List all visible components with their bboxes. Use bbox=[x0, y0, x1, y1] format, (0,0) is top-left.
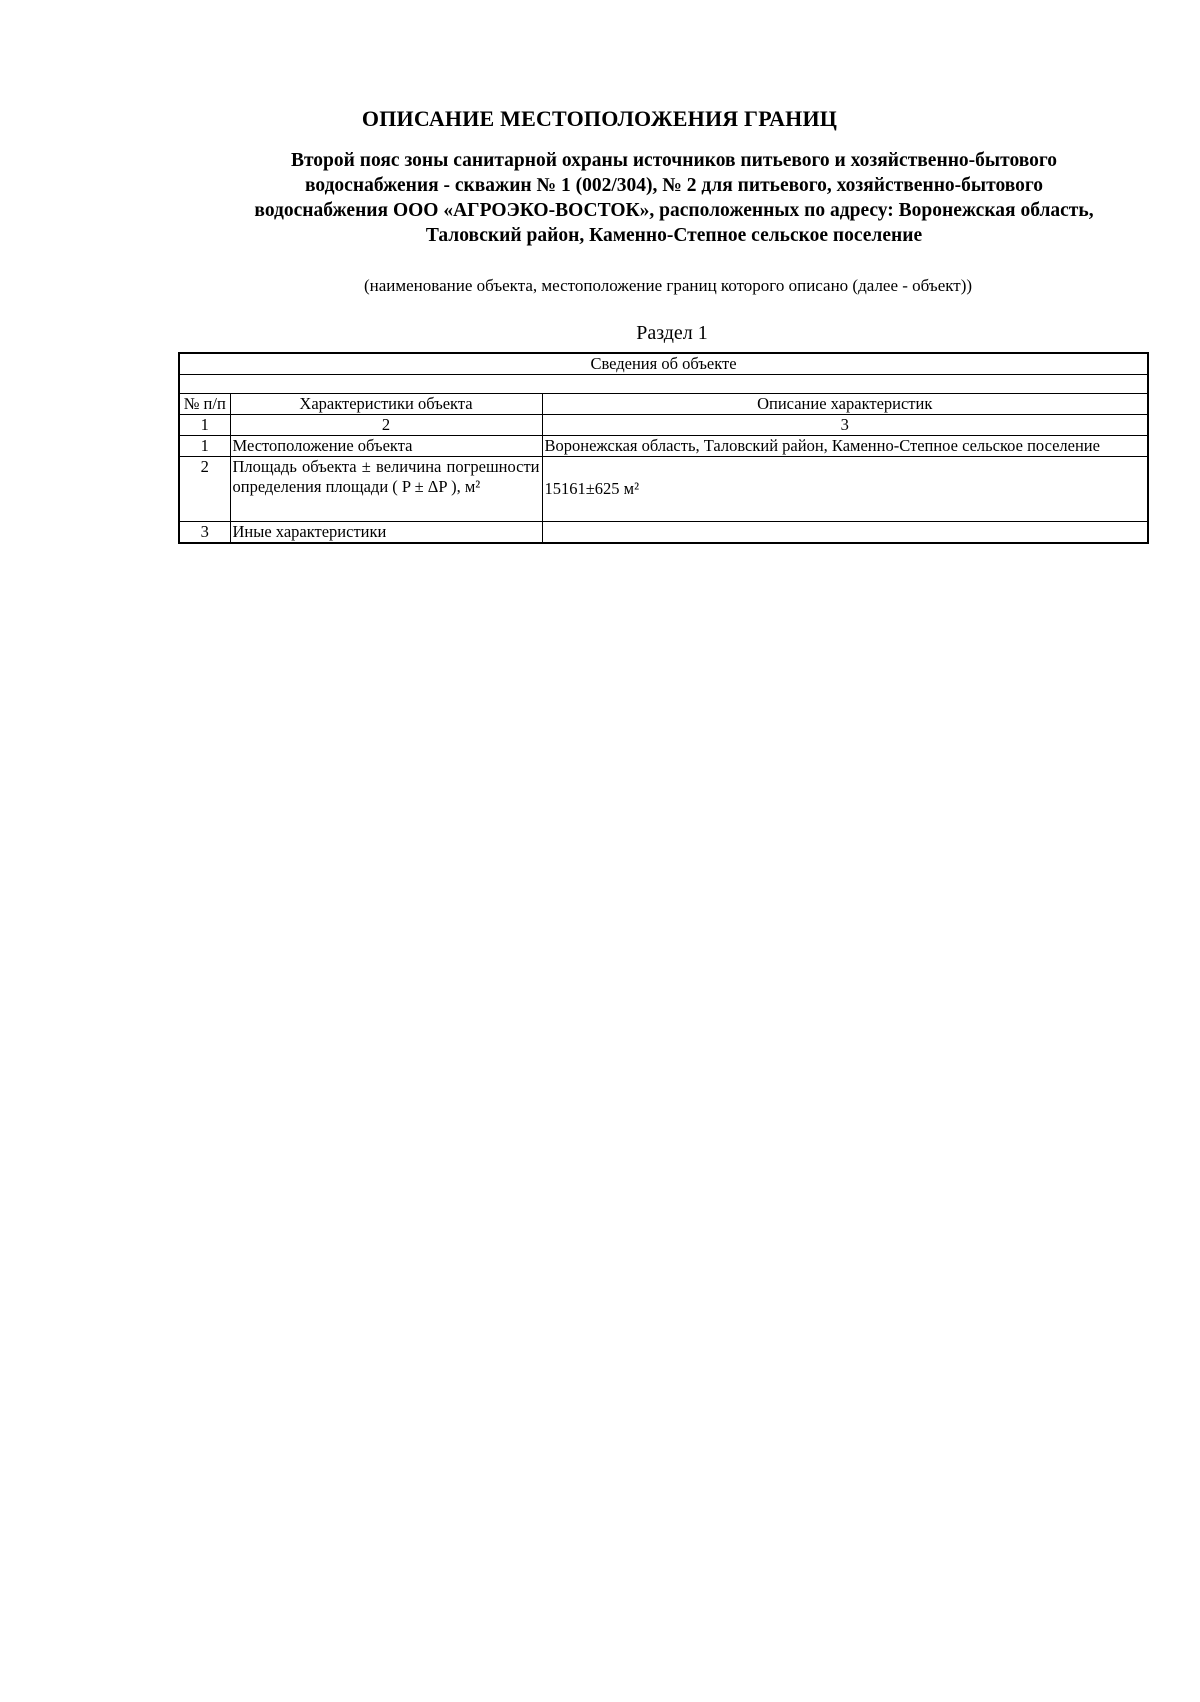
table-column-header-row bbox=[179, 394, 1148, 415]
row-name: Площадь объекта ± величина погрешности определения площади ( P ± ΔP ), м² bbox=[230, 457, 542, 522]
row-value bbox=[542, 522, 1148, 544]
table-empty-row bbox=[179, 375, 1148, 394]
table-header: Сведения об объекте bbox=[179, 353, 1148, 375]
row-name: Иные характеристики bbox=[230, 522, 542, 544]
row-value: 15161±625 м² bbox=[542, 457, 1148, 522]
subtitle-line: Таловский район, Каменно-Степное сельское поселение bbox=[425, 225, 923, 246]
column-number: 2 bbox=[230, 415, 542, 436]
row-num: 3 bbox=[179, 522, 230, 544]
table-row bbox=[179, 436, 1148, 457]
table-row bbox=[179, 522, 1148, 544]
table-row bbox=[179, 457, 1148, 522]
column-header-value: Описание характеристик bbox=[542, 394, 1148, 415]
row-name: Местоположение объекта bbox=[230, 436, 542, 457]
column-number: 1 bbox=[179, 415, 230, 436]
object-caption: (наименование объекта, местоположение границ которого описано (далее - объект)) bbox=[363, 276, 973, 295]
subtitle-line: водоснабжения ООО «АГРОЭКО-ВОСТОК», расположенных по адресу: Воронежская область, bbox=[254, 200, 1094, 221]
row-num: 2 bbox=[179, 457, 230, 522]
document-title: ОПИСАНИЕ МЕСТОПОЛОЖЕНИЯ ГРАНИЦ bbox=[361, 106, 838, 131]
table-empty-cell bbox=[179, 375, 1148, 394]
subtitle-line: Второй пояс зоны санитарной охраны источников питьевого и хозяйственно-бытового bbox=[290, 150, 1058, 171]
subtitle-line: водоснабжения - скважин № 1 (002/304), № 2 для питьевого, хозяйственно-бытового bbox=[304, 175, 1043, 196]
row-value: Воронежская область, Таловский район, Каменно-Степное сельское поселение bbox=[542, 436, 1148, 457]
object-info-table bbox=[178, 352, 1149, 544]
document-subtitle bbox=[174, 148, 1174, 248]
row-num: 1 bbox=[179, 436, 230, 457]
table-header-row bbox=[179, 353, 1148, 375]
column-header-num: № п/п bbox=[179, 394, 230, 415]
table-column-number-row bbox=[179, 415, 1148, 436]
section-label: Раздел 1 bbox=[636, 322, 708, 344]
column-number: 3 bbox=[542, 415, 1148, 436]
column-header-name: Характеристики объекта bbox=[230, 394, 542, 415]
